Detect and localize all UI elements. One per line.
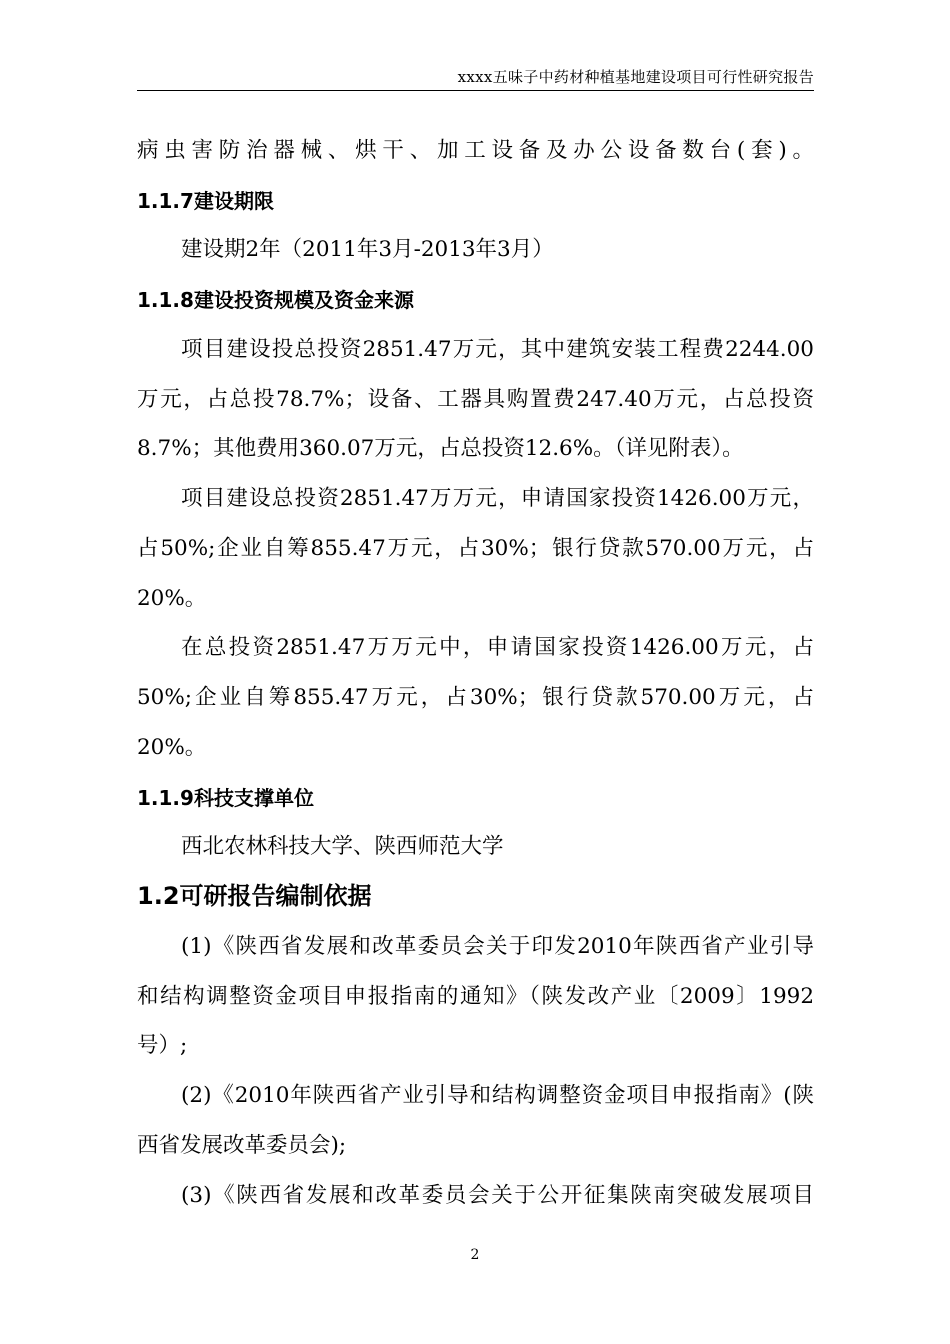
body-text-line: 和结构调整资金项目申报指南的通知》（陕发改产业〔2009〕1992 [137,984,814,1009]
body-text-line: 建设期2年（2011年3月-2013年3月） [181,237,554,262]
body-text-line: 病虫害防治器械、烘干、加工设备及办公设备数台(套)。 [137,138,814,163]
body-text-line: 占50%;企业自筹855.47万元，占30%；银行贷款570.00万元，占 [137,536,814,561]
body-text-line: 号）; [137,1033,188,1058]
body-text-line: 8.7%；其他费用360.07万元，占总投资12.6%。（详见附表）。 [137,436,744,461]
body-text-line: (2)《2010年陕西省产业引导和结构调整资金项目申报指南》(陕 [181,1083,814,1108]
section-heading-1-2: 1.2可研报告编制依据 [137,882,372,910]
body-text-line: (3)《陕西省发展和改革委员会关于公开征集陕南突破发展项目 [181,1183,814,1208]
body-text-line: 西省发展改革委员会); [137,1133,347,1158]
body-text-line: 在总投资2851.47万万元中，申请国家投资1426.00万元，占 [181,635,814,660]
body-text-line: (1)《陕西省发展和改革委员会关于印发2010年陕西省产业引导 [181,934,814,959]
body-text-line: 项目建设总投资2851.47万万元，申请国家投资1426.00万元， [181,486,814,511]
page-number: 2 [470,1247,480,1263]
body-text-line: 50%;企业自筹855.47万元，占30%；银行贷款570.00万元，占 [137,685,814,710]
body-text-line: 万元，占总投78.7%；设备、工器具购置费247.40万元，占总投资 [137,387,814,412]
section-heading-1-1-9: 1.1.9科技支撑单位 [137,786,314,810]
running-header: xxxx五味子中药材种植基地建设项目可行性研究报告 [457,68,814,86]
body-text-line: 20%。 [137,586,207,611]
section-heading-1-1-7: 1.1.7建设期限 [137,189,274,213]
body-text-line: 西北农林科技大学、陕西师范大学 [181,834,504,859]
header-rule [137,90,814,91]
body-text-line: 项目建设投总投资2851.47万元，其中建筑安装工程费2244.00 [181,337,814,362]
section-heading-1-1-8: 1.1.8建设投资规模及资金来源 [137,288,414,312]
body-text-line: 20%。 [137,735,207,760]
